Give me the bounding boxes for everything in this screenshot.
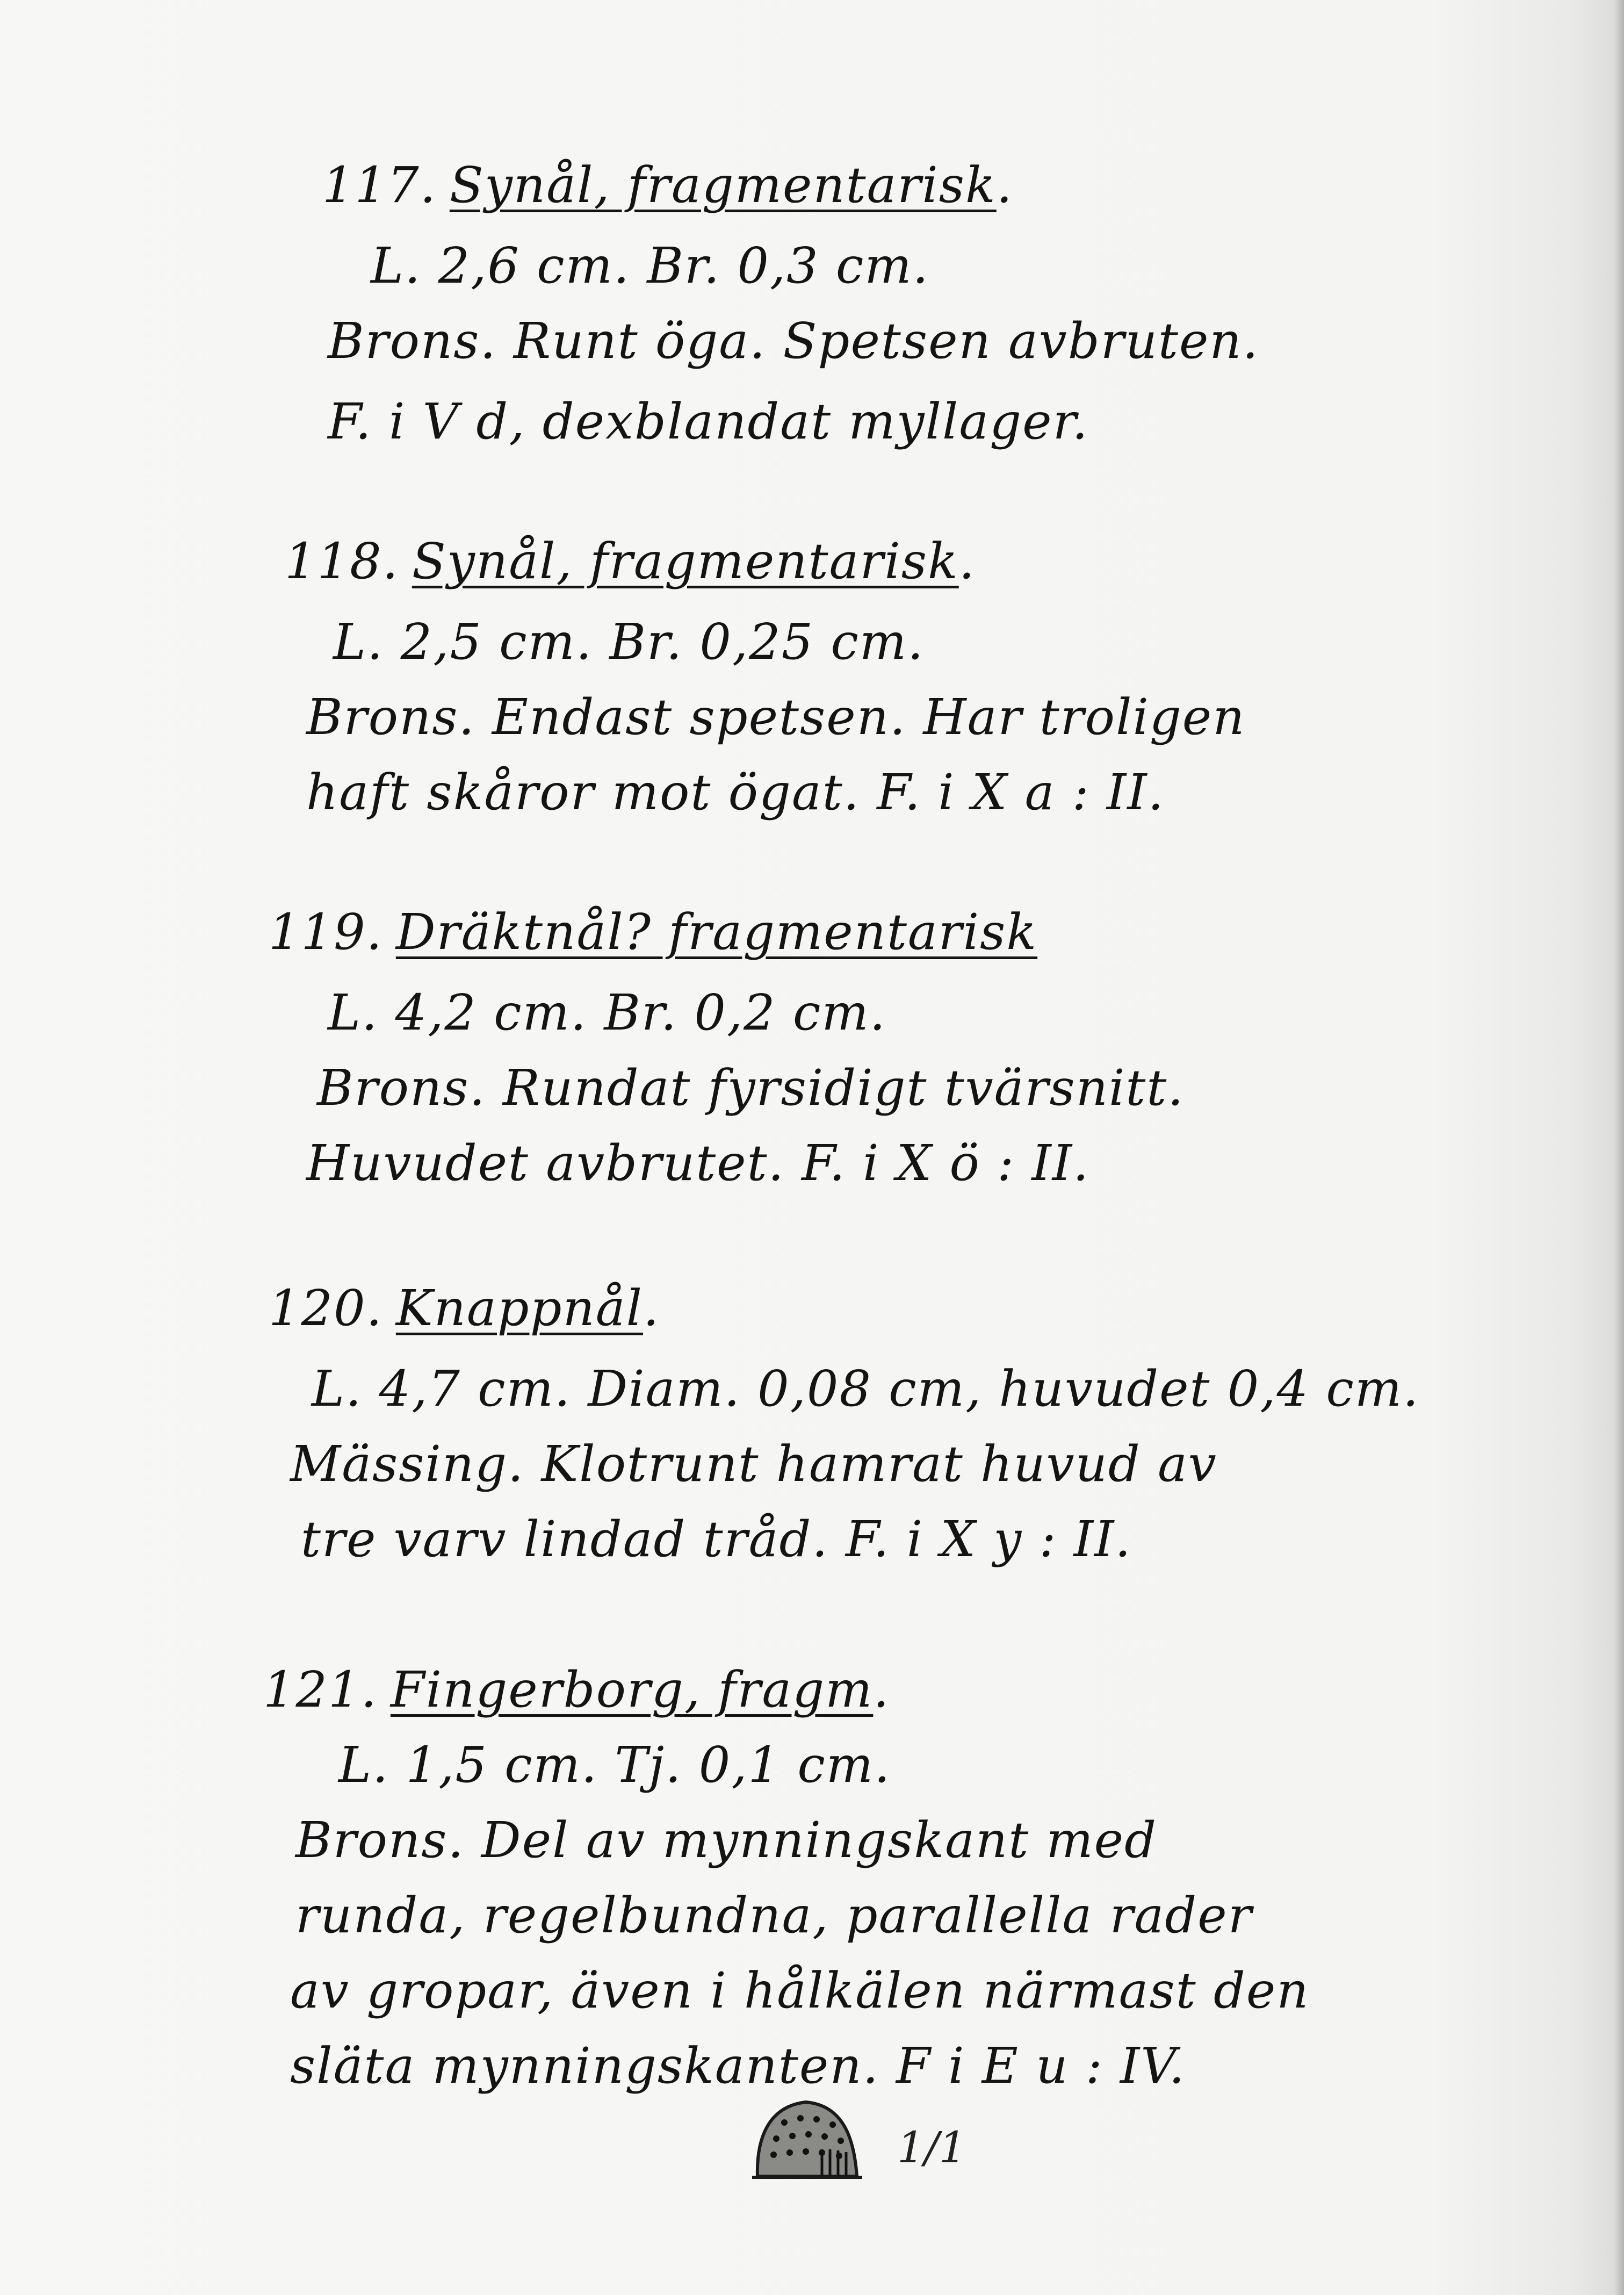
thimble-fragment-drawing-icon <box>747 2090 870 2187</box>
figure-scale-label: 1/1 <box>897 2123 966 2172</box>
entry-title-end: . <box>996 156 1013 214</box>
entry-heading <box>269 1279 660 1338</box>
entry-description-line: av gropar, även i hålkälen närmast den <box>290 1962 1310 2019</box>
entry-title-end: . <box>873 1661 890 1718</box>
entry-description-line: Huvudet avbrutet. F. i X ö : II. <box>306 1134 1090 1192</box>
entry-title: Knappnål <box>395 1279 643 1337</box>
entry-title-end: . <box>643 1279 660 1337</box>
entry-title: Dräktnål? fragmentarisk <box>395 903 1038 961</box>
entry-title: Synål, fragmentarisk <box>412 533 959 590</box>
entry-number: 117. <box>322 156 437 214</box>
entry-heading <box>263 1660 890 1720</box>
entry-measurements: L. 4,7 cm. Diam. 0,08 cm, huvudet 0,4 cm. <box>312 1360 1420 1418</box>
entry-heading <box>322 156 1013 215</box>
entry-measurements: L. 4,2 cm. Br. 0,2 cm. <box>328 984 886 1041</box>
entry-description-line: haft skåror mot ögat. F. i X a : II. <box>306 764 1165 821</box>
entry-heading <box>285 532 976 591</box>
entry-description-line: tre varv lindad tråd. F. i X y : II. <box>301 1510 1132 1568</box>
entry-measurements: L. 1,5 cm. Tj. 0,1 cm. <box>338 1736 891 1794</box>
entry-description-line: släta mynningskanten. F i E u : IV. <box>290 2037 1186 2095</box>
entry-description-line: runda, regelbundna, parallella rader <box>295 1887 1253 1944</box>
entry-description-line: Mässing. Klotrunt hamrat huvud av <box>290 1435 1217 1493</box>
entry-description-line: Brons. Runt öga. Spetsen avbruten. <box>328 312 1259 370</box>
entry-description-line: Brons. Endast spetsen. Har troligen <box>306 688 1246 746</box>
entry-measurements: L. 2,6 cm. Br. 0,3 cm. <box>371 237 929 294</box>
entry-heading <box>269 903 1037 962</box>
entry-description-line: Brons. Rundat fyrsidigt tvärsnitt. <box>317 1059 1185 1117</box>
entry-title: Fingerborg, fragm <box>390 1661 874 1718</box>
entry-number: 121. <box>263 1661 378 1718</box>
entry-description-line: Brons. Del av mynningskant med <box>295 1811 1158 1869</box>
entry-number: 120. <box>269 1279 383 1337</box>
entry-title: Synål, fragmentarisk <box>449 156 997 214</box>
entry-title-end: . <box>958 533 976 590</box>
entry-measurements: L. 2,5 cm. Br. 0,25 cm. <box>333 613 925 671</box>
entry-number: 119. <box>269 903 383 961</box>
entry-description-line: F. i V d, dexblandat myllager. <box>328 393 1089 450</box>
entry-number: 118. <box>285 533 399 590</box>
